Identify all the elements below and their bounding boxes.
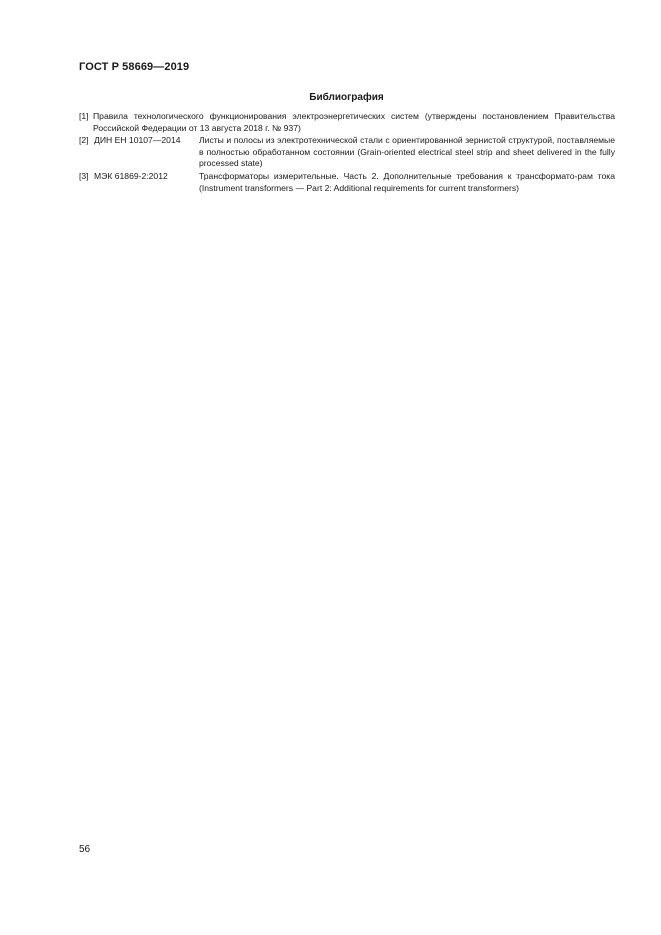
bibliography-entry	[79, 135, 615, 170]
bibliography-entry	[79, 171, 615, 194]
entry-number: [3]	[79, 171, 89, 181]
entry-number: [2]	[79, 135, 89, 145]
entry-text: Трансформаторы измерительные. Часть 2. Дополнительные требования к трансформато-рам тока (Instrument transformers — Part 2: Additional requirements for current transformers)	[199, 171, 615, 193]
entry-text: Листы и полосы из электротехнической стали с ориентированной зернистой структурой, поставляемые в полностью обработанном состоянии (Grain-oriented electrical steel strip and sheet delivered in the fully processed state)	[199, 135, 615, 169]
bibliography-entry	[79, 111, 615, 134]
document-code: ГОСТ Р 58669—2019	[79, 61, 190, 73]
bibliography-title-text: Библиография	[309, 92, 384, 103]
entry-number: [1]	[79, 111, 89, 121]
bibliography-title	[79, 92, 614, 103]
entry-code: ДИН ЕН 10107—2014	[94, 135, 181, 145]
entry-code: МЭК 61869-2:2012	[94, 171, 168, 181]
entry-text: Правила технологического функционирования электроэнергетических систем (утверждены постановлением Правительства Российской Федерации от 13 августа 2018 г. № 937)	[93, 111, 615, 133]
page-number: 56	[79, 844, 91, 855]
